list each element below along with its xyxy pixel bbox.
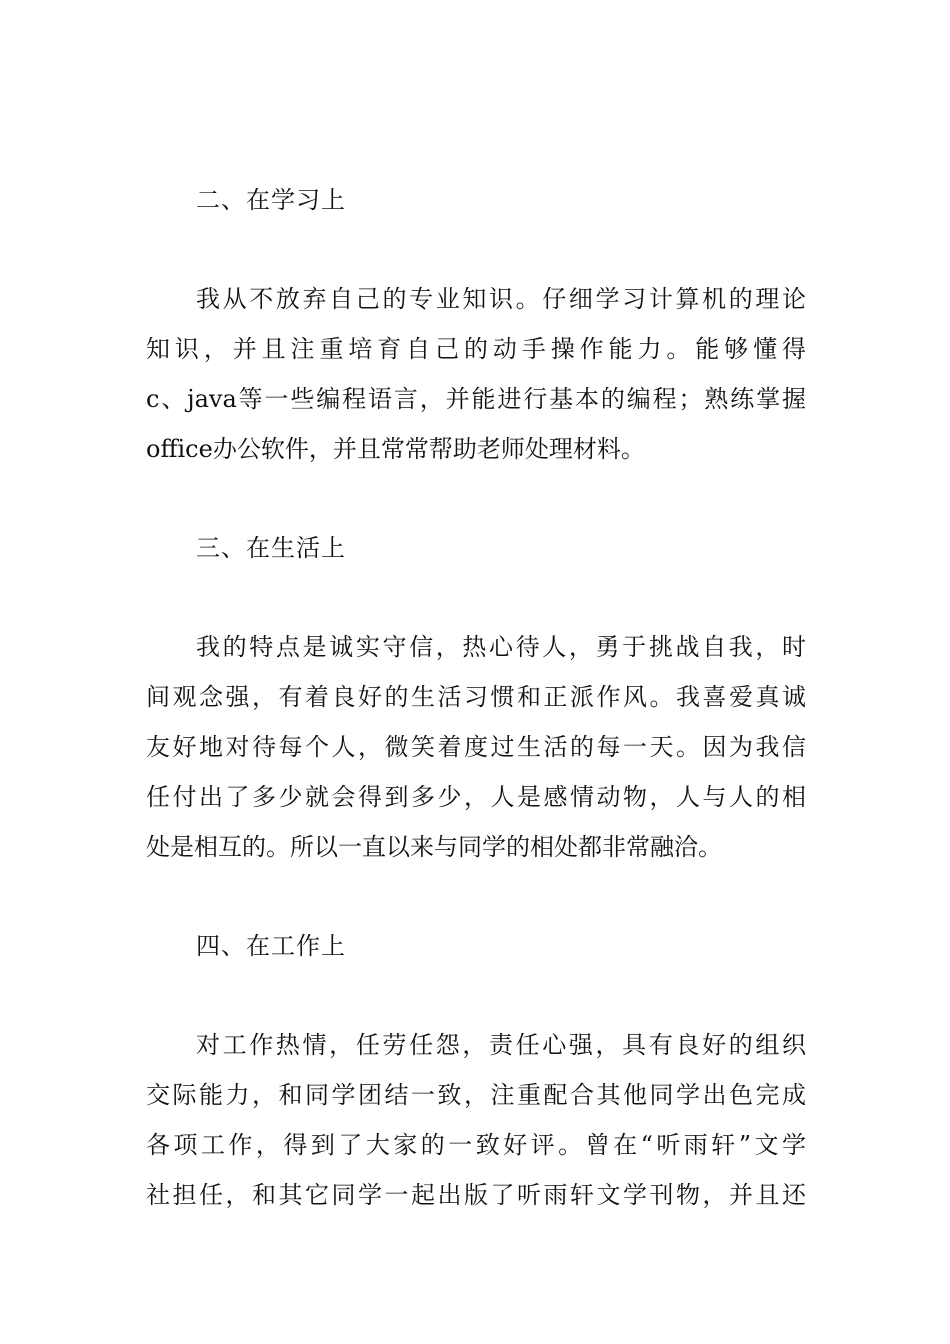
- section-heading-work: 四、在工作上: [196, 932, 346, 960]
- paragraph-line: 我的特点是诚实守信，热心待人，勇于挑战自我，时: [196, 633, 806, 661]
- paragraph-line: 处是相互的。所以一直以来与同学的相处都非常融洽。: [146, 833, 722, 861]
- paragraph-line: 交际能力，和同学团结一致，注重配合其他同学出色完成: [146, 1081, 806, 1109]
- paragraph-line: 友好地对待每个人，微笑着度过生活的每一天。因为我信: [146, 733, 806, 761]
- paragraph-line: 任付出了多少就会得到多少，人是感情动物，人与人的相: [146, 783, 806, 811]
- paragraph-life: [146, 622, 806, 872]
- paragraph-study: [146, 274, 806, 474]
- paragraph-line: 知识，并且注重培育自己的动手操作能力。能够懂得: [146, 335, 806, 363]
- paragraph-line: office办公软件，并且常常帮助老师处理材料。: [146, 435, 645, 463]
- paragraph-line: c、java等一些编程语言，并能进行基本的编程；熟练掌握: [146, 385, 806, 413]
- paragraph-line: 各项工作，得到了大家的一致好评。曾在“听雨轩”文学: [146, 1131, 806, 1159]
- paragraph-line: 我从不放弃自己的专业知识。仔细学习计算机的理论: [196, 285, 806, 313]
- section-heading-study: 二、在学习上: [196, 186, 346, 214]
- paragraph-line: 对工作热情，任劳任怨，责任心强，具有良好的组织: [196, 1031, 806, 1059]
- section-heading-life: 三、在生活上: [196, 534, 346, 562]
- paragraph-line: 社担任，和其它同学一起出版了听雨轩文学刊物，并且还: [146, 1181, 806, 1209]
- paragraph-line: 间观念强，有着良好的生活习惯和正派作风。我喜爱真诚: [146, 683, 806, 711]
- paragraph-work: [146, 1020, 806, 1220]
